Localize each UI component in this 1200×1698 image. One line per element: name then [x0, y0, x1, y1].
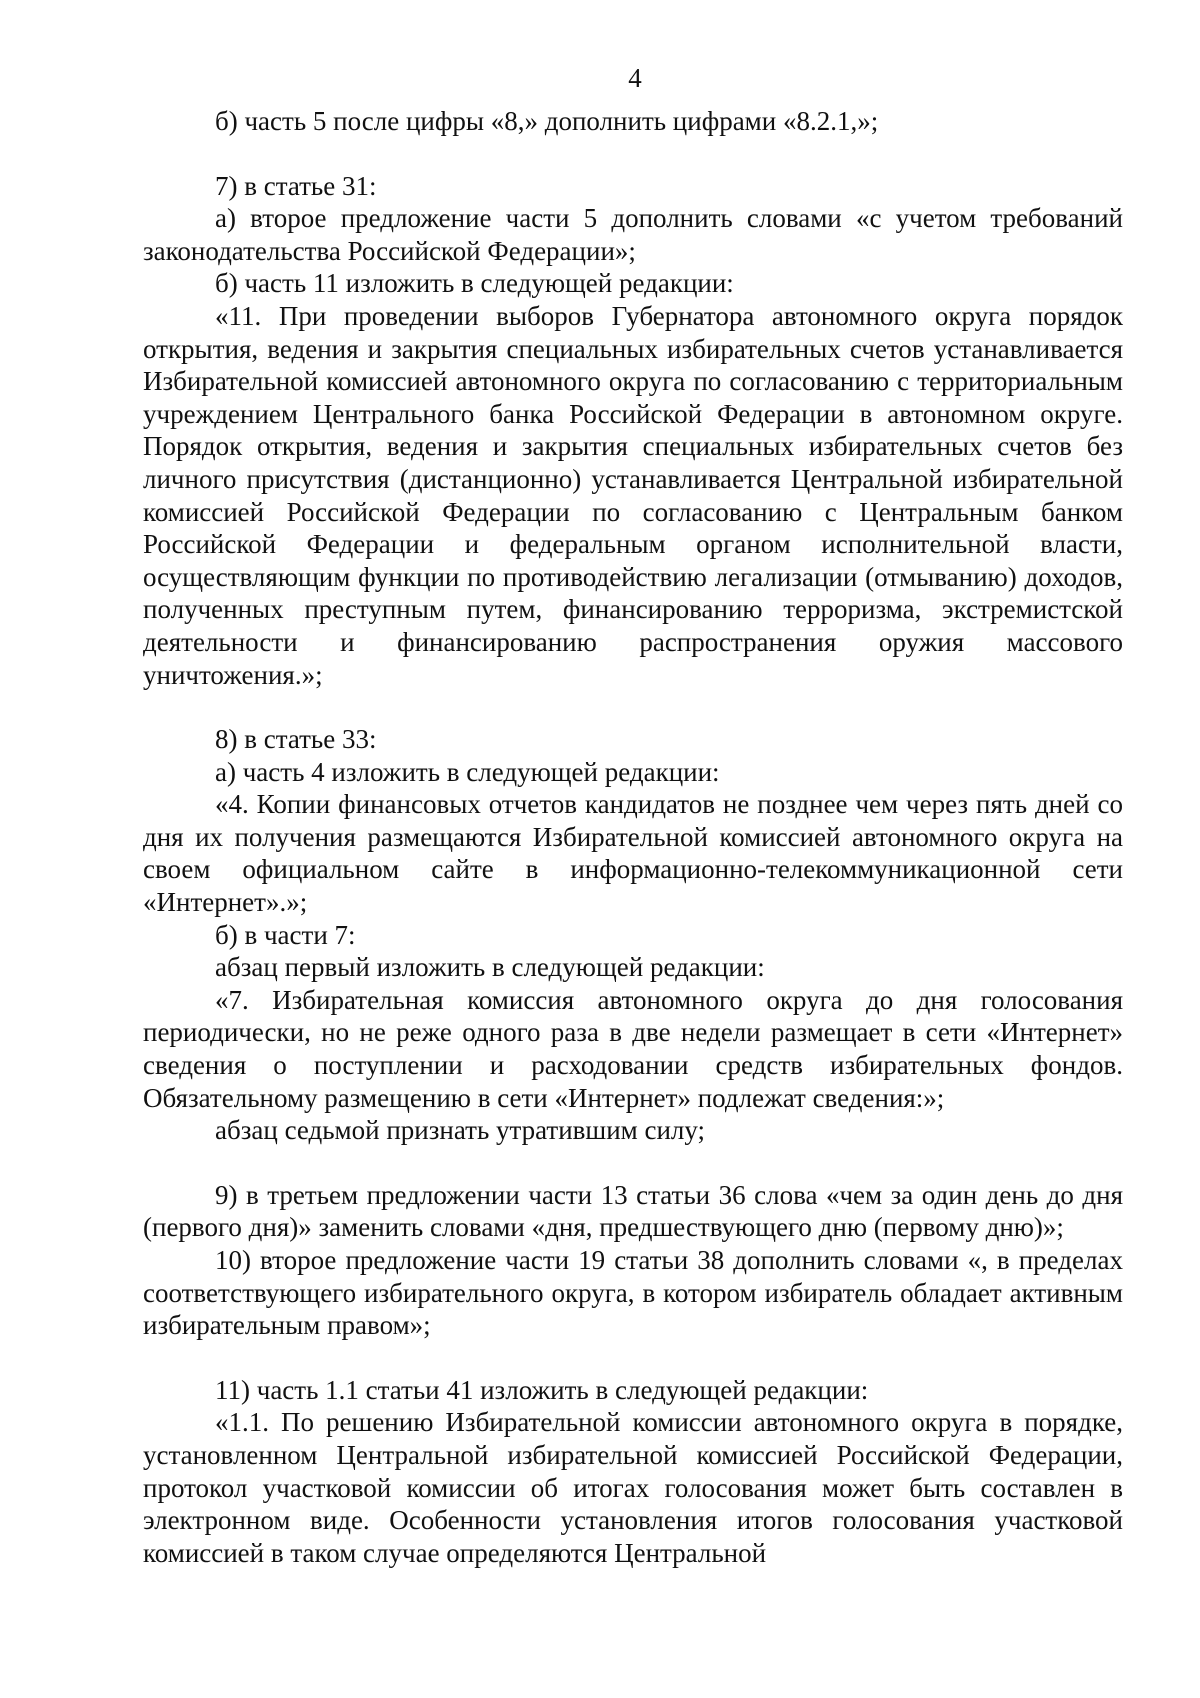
- paragraph: 8) в статье 33:: [215, 724, 377, 755]
- paragraph: б) часть 11 изложить в следующей редакции:: [215, 268, 734, 299]
- paragraph: «4. Копии финансовых отчетов кандидатов не позднее чем через пять дней со дня их получения размещаются Избирательной комиссией автономного округа на своем официальном сайте в информационно-телекоммуникационной сети «Интернет».»;: [143, 789, 1123, 918]
- paragraph: 7) в статье 31:: [215, 170, 377, 201]
- paragraph: абзац первый изложить в следующей редакции:: [215, 952, 765, 983]
- paragraph: б) в части 7:: [215, 919, 356, 950]
- paragraph: б) часть 5 после цифры «8,» дополнить цифрами «8.2.1,»;: [215, 106, 879, 136]
- paragraph: а) второе предложение части 5 дополнить словами «с учетом требований законодательства Российской Федерации»;: [143, 203, 1123, 266]
- paragraph: «1.1. По решению Избирательной комиссии автономного округа в порядке, установленном Центральной избирательной комиссией Российской Федерации, протокол участковой комиссии об итогах голосования может быть составлен в электронном виде. Особенности установления итогов голосования участковой комиссией в таком случае определяются Центральной: [143, 1407, 1123, 1568]
- paragraph-gap: [143, 1342, 1123, 1374]
- document-body: [143, 105, 1123, 1569]
- page-number: 4: [628, 63, 642, 93]
- paragraph-gap: [143, 691, 1123, 723]
- paragraph: 11) часть 1.1 статьи 41 изложить в следующей редакции:: [215, 1374, 869, 1405]
- paragraph-gap: [143, 138, 1123, 170]
- paragraph: а) часть 4 изложить в следующей редакции:: [215, 756, 720, 787]
- paragraph: «7. Избирательная комиссия автономного округа до дня голосования периодически, но не реже одного раза в две недели размещает в сети «Интернет» сведения о поступлении и расходовании средств избирательных фондов. Обязательному размещению в сети «Интернет» подлежат сведения:»;: [143, 984, 1123, 1113]
- paragraph: абзац седьмой признать утратившим силу;: [215, 1115, 706, 1146]
- paragraph: «11. При проведении выборов Губернатора автономного округа порядок открытия, ведения и закрытия специальных избирательных счетов устанавливается Избирательной комиссией автономного округа по согласованию с территориальным учреждением Центрального банка Российской Федерации в автономном округе. Порядок открытия, ведения и закрытия специальных избирательных счетов без личного присутствия (дистанционно) устанавливается Центральной избирательной комиссией Российской Федерации по согласованию с Центральным банком Российской Федерации и федеральным органом исполнительной власти, осуществляющим функции по противодействию легализации (отмыванию) доходов, полученных преступным путем, финансированию терроризма, экстремистской деятельности и финансированию распространения оружия массового уничтожения.»;: [143, 300, 1123, 690]
- paragraph: 9) в третьем предложении части 13 статьи 36 слова «чем за один день до дня (первого дня)» заменить словами «дня, предшествующего дню (первому дню)»;: [143, 1179, 1123, 1243]
- paragraph: 10) второе предложение части 19 статьи 38 дополнить словами «, в пределах соответствующего избирательного округа, в котором избиратель обладает активным избирательным правом»;: [143, 1245, 1123, 1341]
- paragraph-gap: [143, 1147, 1123, 1179]
